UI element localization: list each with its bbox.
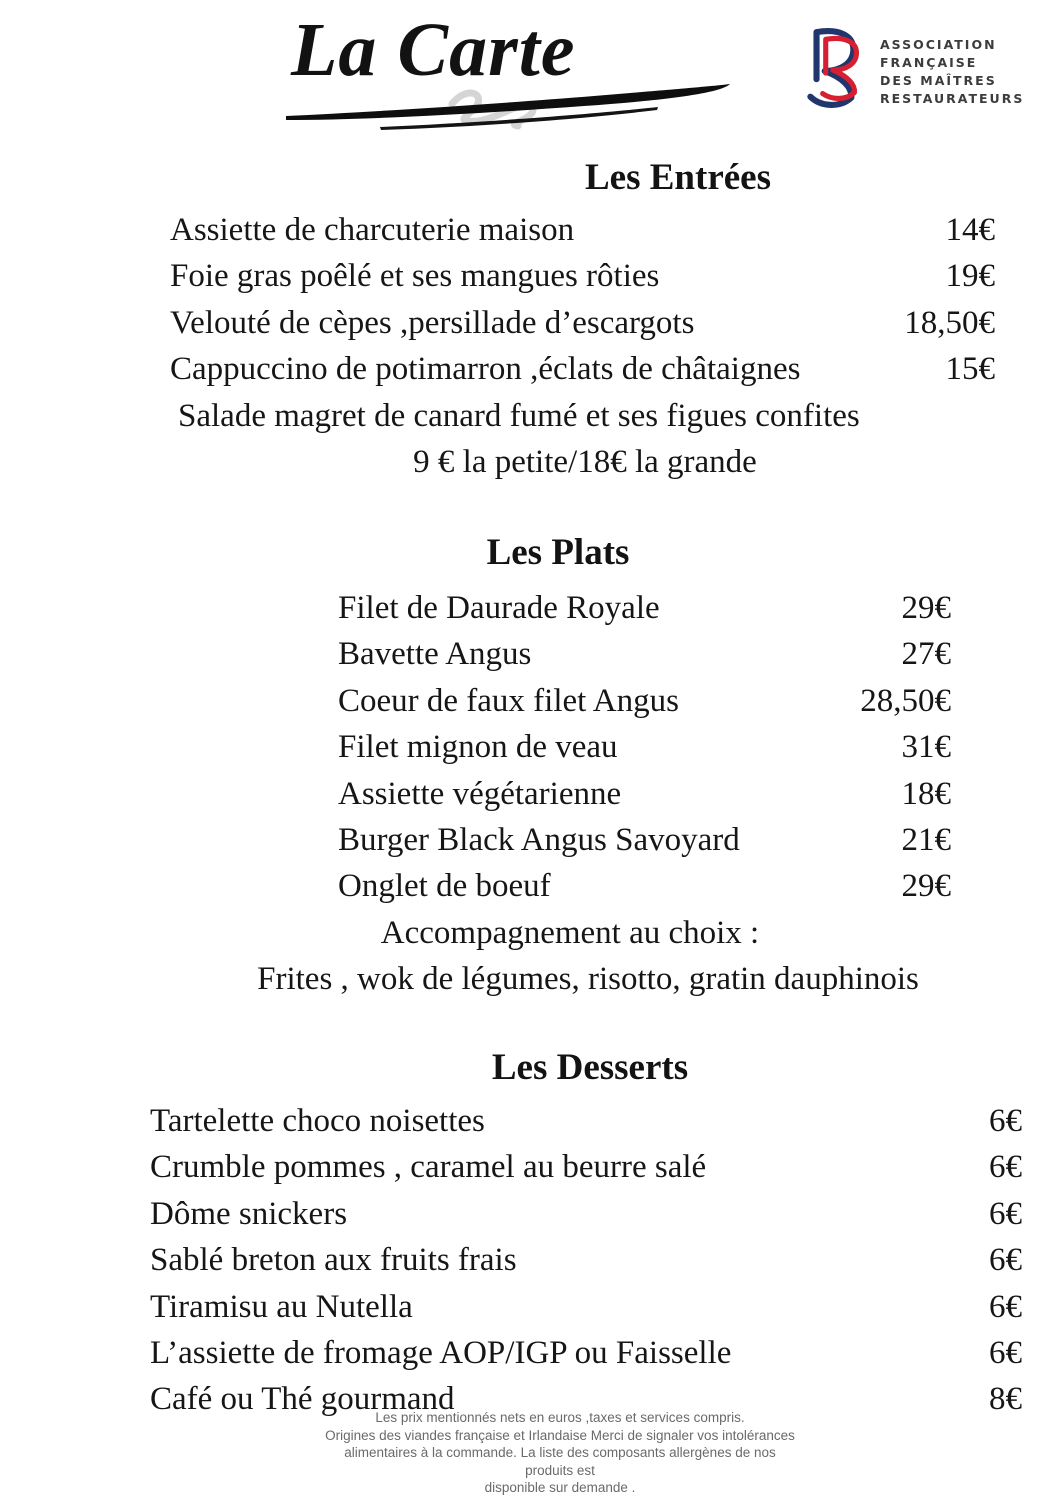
menu-item-row	[0, 678, 1059, 724]
note-line: Frites , wok de légumes, risotto, gratin dauphinois	[257, 961, 919, 997]
item-price: 6€	[989, 1242, 1022, 1279]
item-name: Tiramisu au Nutella	[150, 1288, 413, 1325]
menu-item-row	[0, 724, 1059, 770]
item-price: 6€	[989, 1195, 1022, 1232]
menu-item-row	[0, 300, 1059, 346]
note-line: 9 € la petite/18€ la grande	[413, 444, 757, 480]
item-price: 19€	[945, 258, 995, 295]
item-name: Velouté de cèpes ,persillade d’escargots	[170, 304, 695, 341]
menu-item-row	[0, 817, 1059, 863]
item-name: Café ou Thé gourmand	[150, 1381, 455, 1418]
footer-line: alimentaires à la commande. La liste des composants allergènes de nos produits est	[344, 1445, 776, 1478]
item-price: 8€	[989, 1381, 1022, 1418]
logo-text-line: ASSOCIATION	[880, 37, 997, 52]
logo-text-line: DES MAÎTRES	[880, 73, 997, 88]
logo-text-line: FRANÇAISE	[880, 55, 978, 70]
brush-stroke-underline	[284, 82, 732, 132]
logo-text-line: RESTAURATEURS	[880, 91, 1025, 106]
menu-item-row	[0, 207, 1059, 253]
menu-item-row	[0, 346, 1059, 392]
menu-item-row	[0, 631, 1059, 677]
item-name: Burger Black Angus Savoyard	[338, 821, 740, 858]
item-name: Filet mignon de veau	[338, 729, 618, 766]
r-monogram-icon	[804, 26, 870, 112]
footer	[320, 1409, 800, 1497]
page-title: La Carte	[291, 8, 576, 92]
item-price: 29€	[901, 590, 951, 626]
menu-item-row	[0, 1191, 1059, 1237]
item-price: 15€	[945, 351, 995, 388]
item-price: 18€	[901, 775, 951, 812]
menu-item-row	[0, 771, 1059, 817]
note-line: Accompagnement au choix :	[380, 915, 760, 951]
item-price: 21€	[901, 821, 951, 858]
section-title: Les Plats	[486, 532, 630, 573]
item-name: Bavette Angus	[338, 636, 532, 673]
item-price: 31€	[901, 729, 951, 766]
item-price: 27€	[901, 636, 951, 673]
item-price: 6€	[989, 1288, 1022, 1325]
item-name: Foie gras poêlé et ses mangues rôties	[170, 258, 660, 295]
menu-item-row	[0, 1284, 1059, 1330]
footer-line: disponible sur demande .	[484, 1480, 636, 1495]
item-name: Onglet de boeuf	[338, 868, 551, 905]
menu-item-row	[0, 1237, 1059, 1283]
item-price: 6€	[989, 1334, 1022, 1371]
item-name: Crumble pommes , caramel au beurre salé	[150, 1149, 707, 1186]
item-name: Coeur de faux filet Angus	[338, 682, 679, 719]
section-title: Les Desserts	[491, 1047, 689, 1088]
item-name: Cappuccino de potimarron ,éclats de châtaignes	[170, 351, 801, 388]
footer-line: Les prix mentionnés nets en euros ,taxes et services compris.	[375, 1410, 745, 1425]
logo-text	[880, 26, 1024, 112]
item-price: 18,50€	[904, 304, 995, 341]
menu-item-row	[0, 1098, 1059, 1144]
item-price: 14€	[945, 212, 995, 248]
item-price: 6€	[989, 1149, 1022, 1186]
item-name: Dôme snickers	[150, 1195, 348, 1232]
menu-item-row	[0, 253, 1059, 299]
menu-item-row	[0, 1144, 1059, 1190]
footer-line: Origines des viandes française et Irlandaise Merci de signaler vos intolérances	[325, 1427, 795, 1443]
section-title: Les Entrées	[585, 157, 771, 198]
item-price: 29€	[901, 868, 951, 905]
item-name: L’assiette de fromage AOP/IGP ou Faisselle	[150, 1334, 732, 1371]
afmr-logo	[804, 26, 1024, 112]
menu-item-row	[0, 863, 1059, 909]
item-name: Sablé breton aux fruits frais	[150, 1242, 517, 1279]
item-price: 28,50€	[860, 682, 951, 719]
menu-item-row	[0, 1330, 1059, 1376]
item-price: 6€	[989, 1103, 1022, 1139]
note-line: Salade magret de canard fumé et ses figues confites	[178, 398, 860, 434]
item-name: Assiette de charcuterie maison	[170, 212, 575, 248]
item-name: Tartelette choco noisettes	[150, 1103, 485, 1139]
item-name: Assiette végétarienne	[338, 775, 622, 812]
menu-item-row	[0, 585, 1059, 631]
item-name: Filet de Daurade Royale	[338, 590, 660, 626]
